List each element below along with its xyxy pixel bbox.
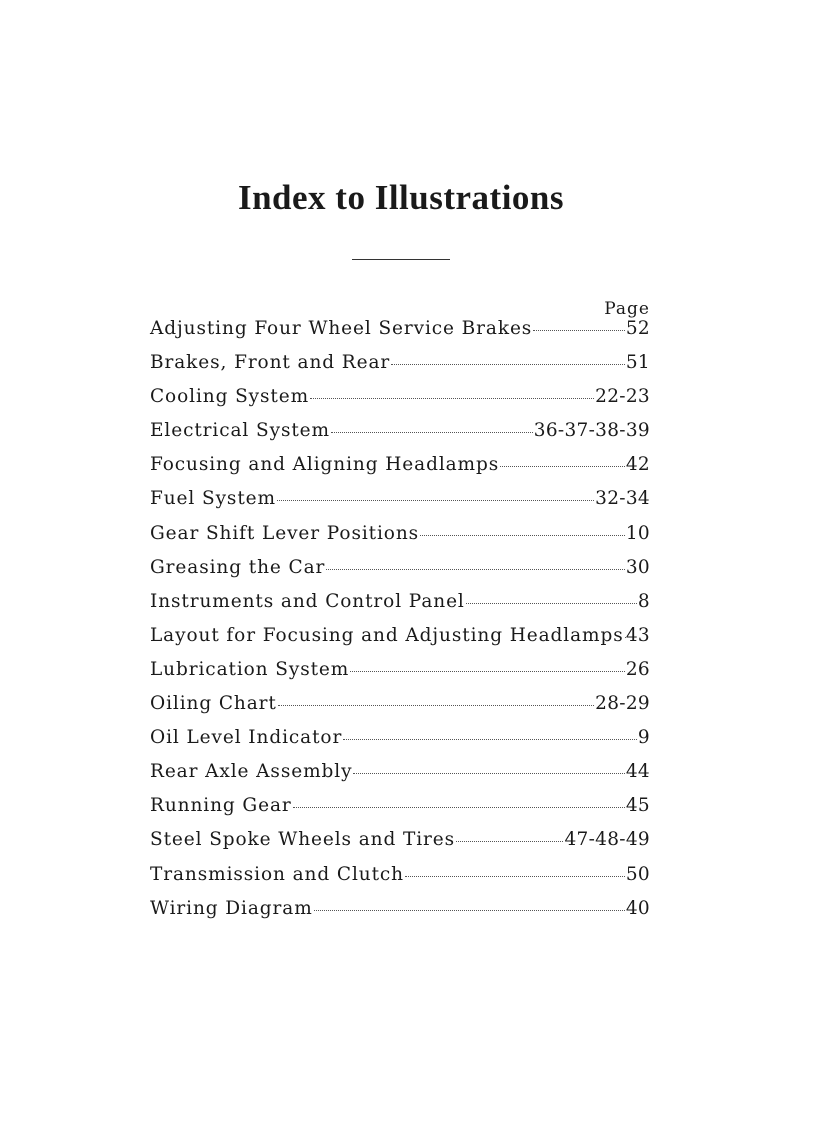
entry-page-number: 47-48-49: [564, 829, 650, 851]
index-entry: [150, 488, 650, 522]
index-entry: [150, 864, 650, 898]
entry-label: Oiling Chart: [150, 693, 277, 715]
entry-page-number: 22-23: [595, 386, 650, 408]
entry-label: Cooling System: [150, 386, 310, 408]
entry-label: Layout for Focusing and Adjusting Headlamps: [150, 624, 624, 646]
entry-page-number: 43: [625, 624, 650, 646]
dot-leader: [353, 773, 624, 774]
dot-leader: [420, 535, 625, 536]
entry-page-number: 36-37-38-39: [533, 420, 650, 442]
entry-page-number: 28-29: [595, 693, 650, 715]
entry-label: Brakes, Front and Rear: [150, 352, 391, 374]
entry-page-number: 40: [625, 897, 650, 919]
dot-leader: [500, 466, 625, 467]
entry-label: Greasing the Car: [150, 556, 326, 578]
entry-label: Wiring Diagram: [150, 897, 313, 919]
index-entry: [150, 591, 650, 625]
index-entry: [150, 523, 650, 557]
dot-leader: [326, 569, 625, 570]
entry-page-number: 26: [625, 658, 650, 680]
index-entry: [150, 727, 650, 761]
entry-label: Lubrication System: [150, 658, 350, 680]
entry-label: Transmission and Clutch: [150, 863, 404, 885]
entry-label: Gear Shift Lever Positions: [150, 522, 420, 544]
dot-leader: [314, 910, 625, 911]
entry-label: Adjusting Four Wheel Service Brakes: [150, 318, 533, 339]
dot-leader: [310, 398, 594, 399]
entry-label: Instruments and Control Panel: [150, 590, 465, 612]
entry-page-number: 42: [625, 454, 650, 476]
entry-label: Focusing and Aligning Headlamps: [150, 454, 500, 476]
entry-label: Rear Axle Assembly: [150, 761, 353, 783]
page-column-header: Page: [604, 299, 650, 319]
entry-page-number: 8: [637, 590, 650, 612]
index-entry: [150, 420, 650, 454]
title-divider: [352, 259, 450, 260]
dot-leader: [278, 705, 594, 706]
entry-label: Electrical System: [150, 420, 330, 442]
index-entry: [150, 795, 650, 829]
entry-page-number: 50: [625, 863, 650, 885]
entry-label: Running Gear: [150, 795, 292, 817]
entry-page-number: 44: [625, 761, 650, 783]
dot-leader: [293, 807, 625, 808]
index-entry: [150, 659, 650, 693]
index-entry: [150, 352, 650, 386]
index-entry: [150, 386, 650, 420]
dot-leader: [405, 876, 625, 877]
dot-leader: [391, 364, 625, 365]
entry-label: Fuel System: [150, 488, 276, 510]
index-entry: [150, 557, 650, 591]
index-entry: [150, 693, 650, 727]
dot-leader: [277, 500, 594, 501]
entry-page-number: 9: [637, 727, 650, 749]
entry-page-number: 32-34: [595, 488, 650, 510]
index-entry: [150, 829, 650, 863]
index-entry: [150, 761, 650, 795]
entry-page-number: 30: [625, 556, 650, 578]
entry-label: Steel Spoke Wheels and Tires: [150, 829, 456, 851]
dot-leader: [533, 330, 625, 331]
entry-page-number: 52: [625, 318, 650, 339]
dot-leader: [350, 671, 625, 672]
index-entry: [150, 318, 650, 352]
index-entry: [150, 454, 650, 488]
entry-page-number: 45: [625, 795, 650, 817]
dot-leader: [331, 432, 533, 433]
entry-page-number: 51: [625, 352, 650, 374]
entry-page-number: 10: [625, 522, 650, 544]
dot-leader: [343, 739, 637, 740]
dot-leader: [456, 841, 563, 842]
dot-leader: [466, 603, 637, 604]
illustration-index-list: [150, 318, 650, 932]
index-entry: [150, 625, 650, 659]
entry-label: Oil Level Indicator: [150, 727, 343, 749]
page-title: Index to Illustrations: [237, 178, 565, 217]
index-entry: [150, 898, 650, 932]
